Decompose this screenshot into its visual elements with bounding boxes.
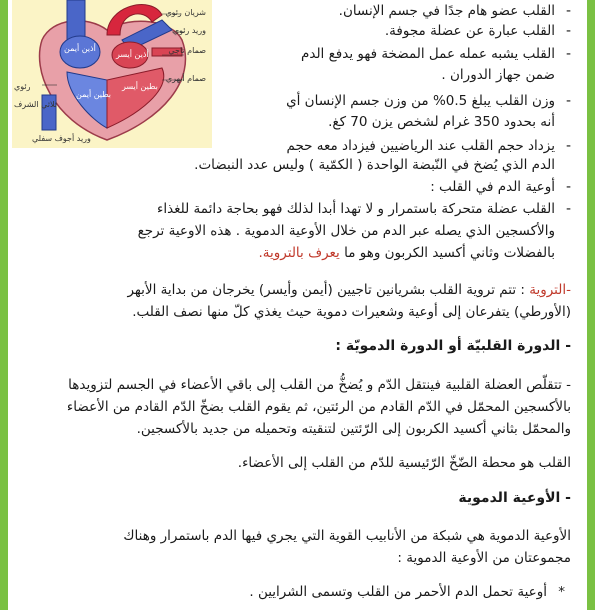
label-pulmonary-side: رئوي (14, 82, 31, 91)
vessels-heading: أوعية الدم في القلب : (430, 179, 555, 195)
circulation-line-1: - تتقلّص العضلة القلبية فينتقل الدّم و يُضخُّ من القلب إلى باقي الأعضاء في الجسم لتزويدها (68, 377, 571, 393)
circulation-line-3: والمحمّل بثاني أكسيد الكربون إلى الرّئتين لتنقيته وتحميله من جديد بالأكسجين. (136, 421, 571, 437)
bullet-marker: - (565, 93, 571, 109)
label-right-atrium: أذين أيمن (64, 44, 96, 53)
intro-line-8: الدم الذي يُضخ في النّبضة الواحدة ( الكمّية ) وليس عدد النبضات. (194, 157, 555, 173)
circulation-heading: - الدورة القلبيّة أو الدورة الدمويّة : (335, 338, 571, 354)
bullet-marker: - (565, 3, 571, 19)
vessels-line-3 (258, 244, 555, 262)
blood-vessels-line-2: مجموعتان من الأوعية الدموية : (397, 550, 571, 566)
bullet-marker: - (565, 179, 571, 195)
blood-vessels-heading: - الأوعية الدموية (458, 490, 571, 506)
label-left-ventricle: بطين أيسر (122, 82, 158, 91)
label-pulmonary-artery: شريان رئوي (165, 8, 206, 17)
intro-line-7: يزداد حجم القلب عند الرياضيين فيزداد معه حجم (286, 138, 555, 154)
intro-line-4: ضمن جهاز الدوران . (441, 67, 555, 83)
perfusion-term: -التروية (529, 282, 571, 298)
label-pulmonary-vein: وريد رئوي (172, 26, 206, 35)
intro-line-2: القلب عبارة عن عضلة مجوفة. (384, 23, 555, 39)
label-tricuspid-side: ثلاثي الشرف (14, 100, 57, 109)
vessels-line-2: والأكسجين الذي يصله عبر الدم من خلال الأوعية الدموية . هذه الاوعية ترجع (137, 223, 555, 239)
intro-line-5: وزن القلب يبلغ 0.5% من وزن جسم الإنسان أي (286, 93, 555, 109)
perfusion-line-2: (الأورطي) يتفرعان إلى أوعية وشعيرات دموية حيث يغذي كلّ منها نصف القلب. (132, 304, 571, 320)
label-valve-aortic: صمام أبهري (165, 74, 206, 83)
perfusion-line-1 (127, 281, 571, 299)
bullet-marker: - (565, 138, 571, 154)
bullet-marker: - (565, 23, 571, 39)
circulation-line-2: بالأكسجين المحمّل في الدّم القادم من الرئتين، ثم يقوم القلب بضخّ الدّم القادم من الأعضاء (66, 399, 571, 415)
label-inferior-vena-cava: وريد أجوف سفلي (32, 134, 91, 143)
label-right-ventricle: بطين أيمن (76, 90, 111, 99)
intro-section (216, 0, 571, 180)
label-valve-mitral: صمام تاجي (168, 46, 206, 55)
star-bullet: * (558, 584, 565, 600)
intro-line-1: القلب عضو هام جدًا في جسم الإنسان. (338, 3, 555, 19)
circulation-line-4: القلب هو محطة الضّخّ الرّئيسية للدّم من القلب إلى الأعضاء. (237, 455, 571, 471)
bullet-marker: - (565, 46, 571, 62)
bullet-marker: - (565, 201, 571, 217)
left-border (0, 0, 8, 610)
blood-vessels-line-1: الأوعية الدموية هي شبكة من الأنابيب القوية التي يجري فيها الدم باستمرار وهناك (123, 528, 571, 544)
blood-vessels-line-3: أوعية تحمل الدم الأحمر من القلب وتسمى الشرايين . (249, 584, 547, 600)
heart-diagram (12, 0, 212, 148)
intro-line-6: أنه بحدود 350 غرام لشخص يزن 70 كغ. (328, 114, 555, 130)
perfusion-text: : تتم تروية القلب بشريانين تاجيين (أيمن وأيسر) يخرجان من بداية الأبهر (127, 282, 530, 298)
label-left-atrium: أذين أيسر (116, 50, 149, 59)
vessels-line-1: القلب عضلة متحركة باستمرار و لا تهدا أبدا لذلك فهو بحاجة دائمة للغذاء (156, 201, 555, 217)
vessels-line-3-text: بالفضلات وثاني أكسيد الكربون وهو ما (339, 245, 555, 261)
intro-line-3: القلب يشبه عمله عمل المضخة فهو يدفع الدم (301, 46, 555, 62)
perfusion-term-inline: يعرف بالتروية. (258, 245, 340, 261)
right-border (587, 0, 595, 610)
